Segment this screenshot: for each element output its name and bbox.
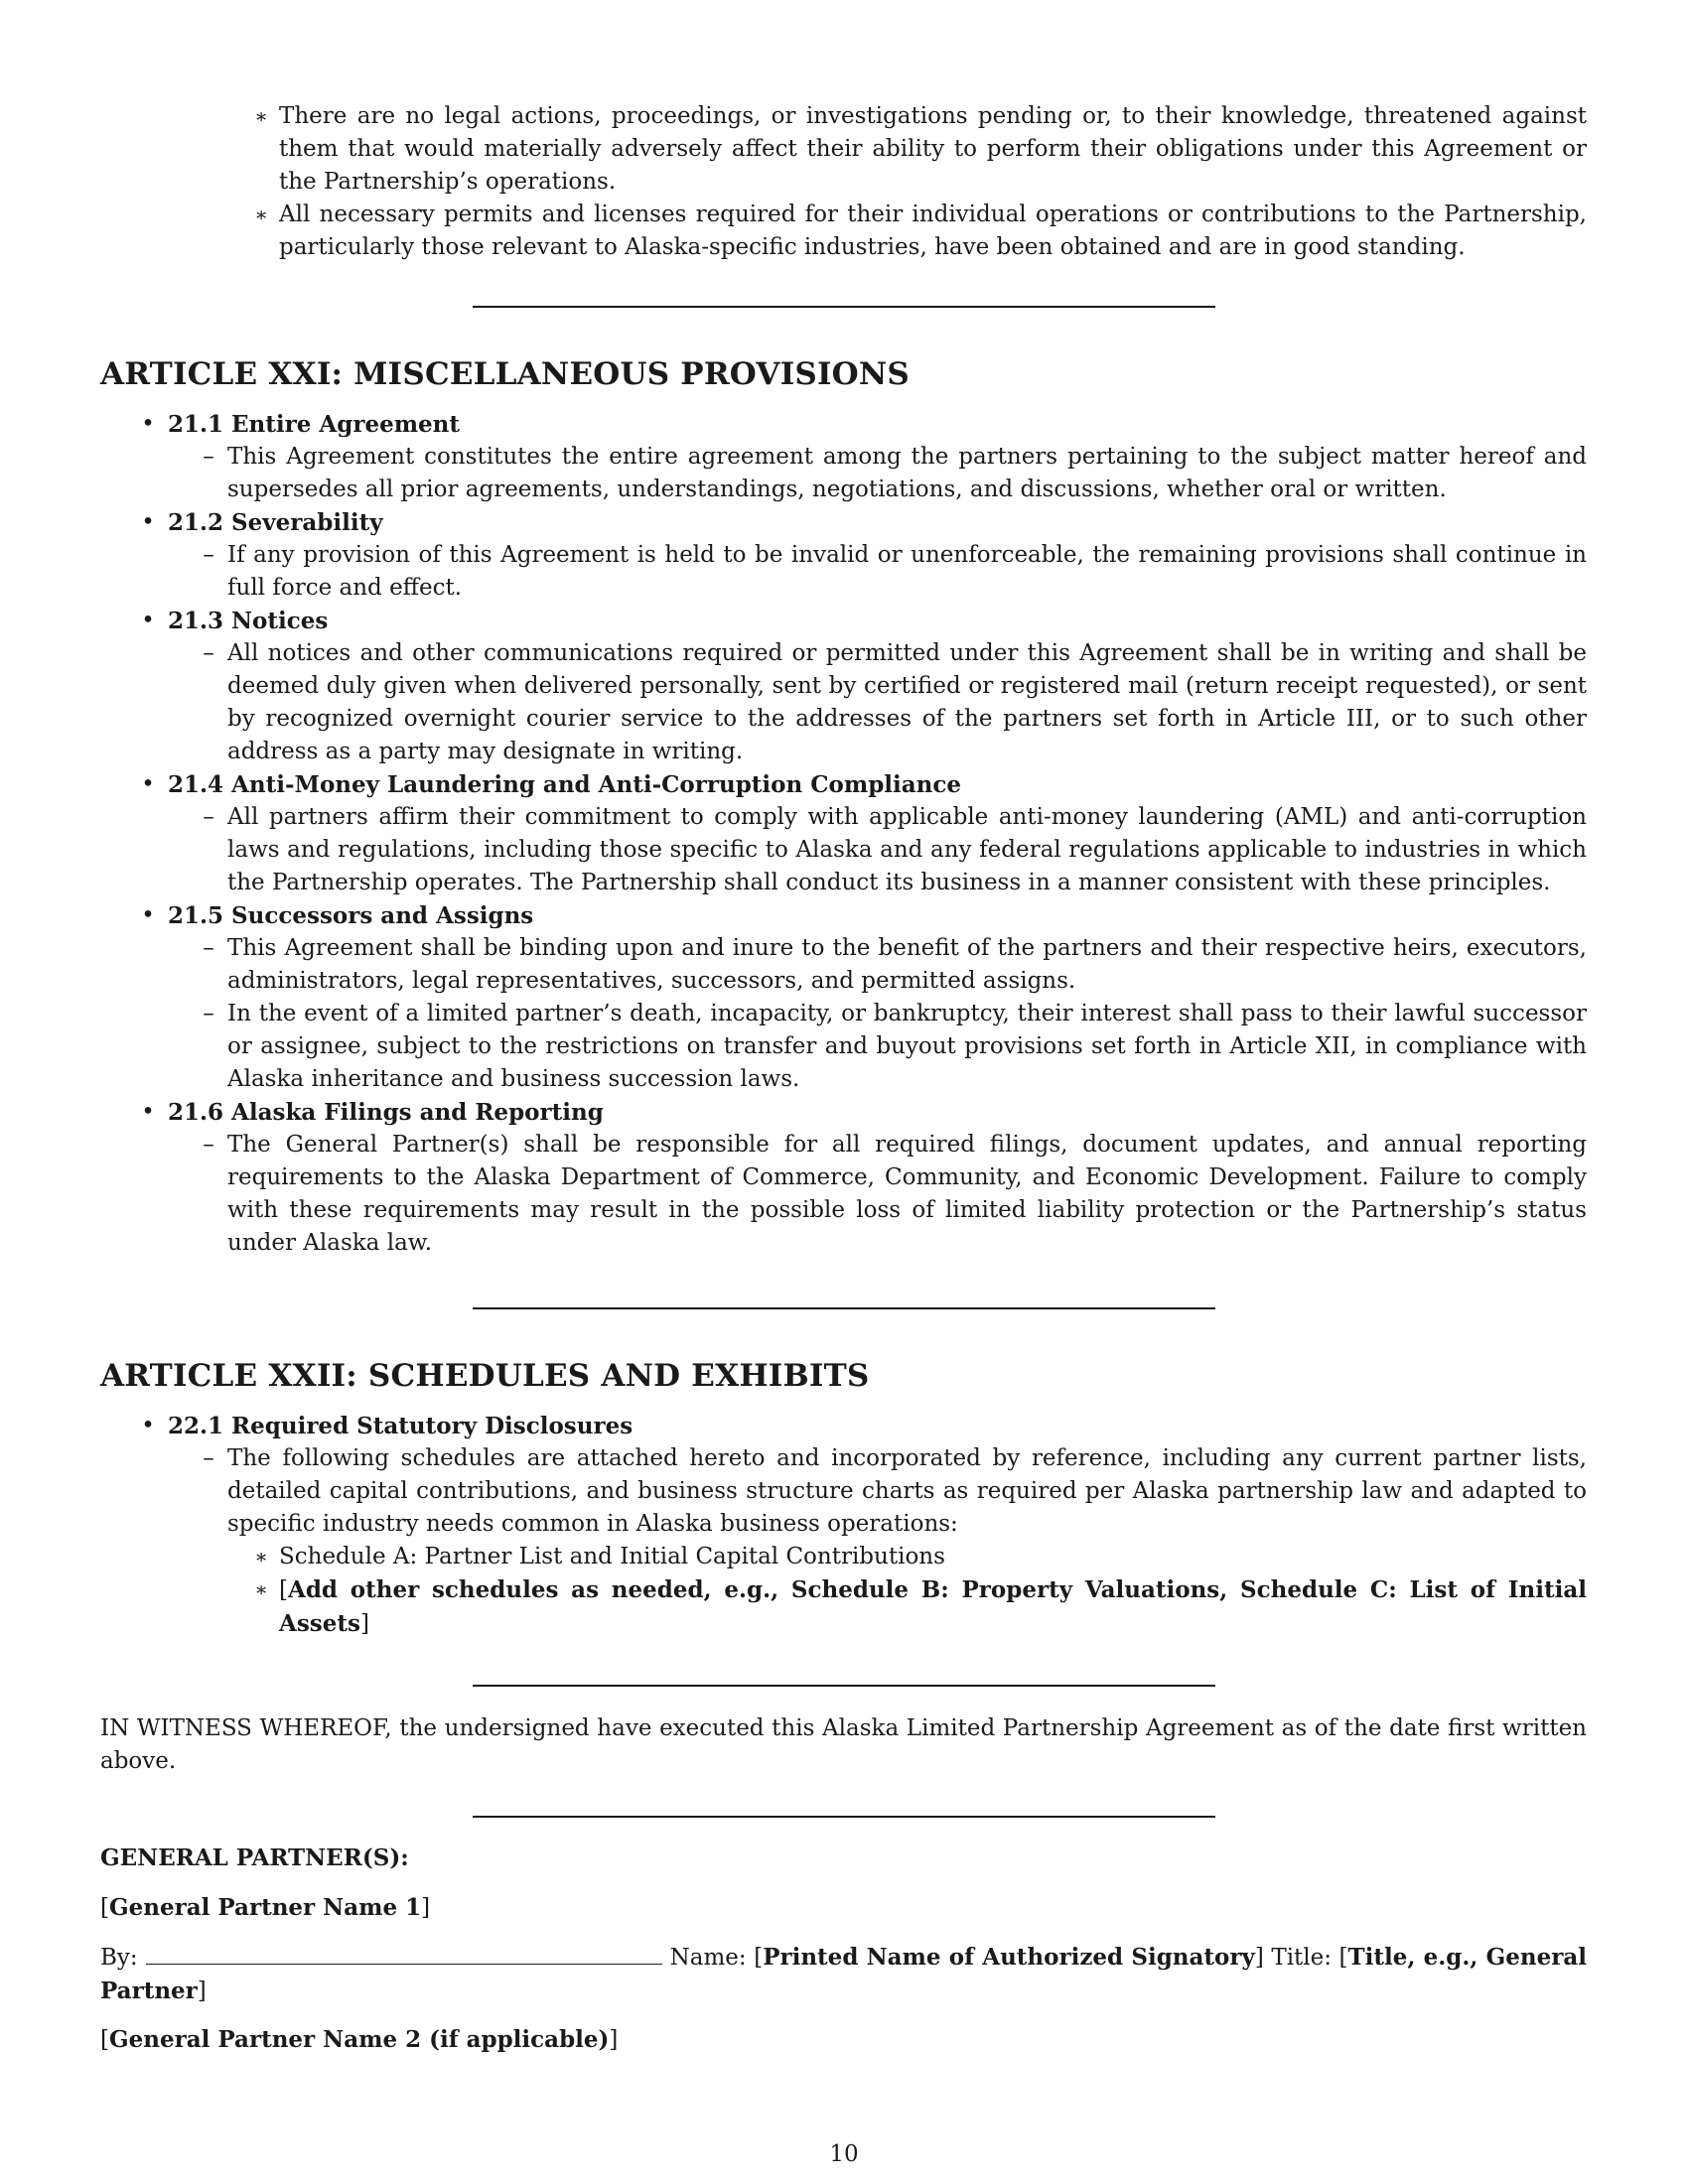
bullet-icon: • [141, 771, 155, 797]
dash-icon: – [203, 804, 214, 830]
dash-icon: – [203, 1445, 214, 1471]
list-item: – This Agreement shall be binding upon and inure to the benefit of the partners and their respective heirs, executors, administrators, legal representatives, successors, and permitted assigns. [100, 932, 1587, 998]
bullet-icon: • [141, 902, 155, 928]
article-21-heading: ARTICLE XXI: MISCELLANEOUS PROVISIONS [100, 356, 911, 392]
dash-icon: – [203, 444, 214, 470]
asterisk-icon: ∗ [254, 203, 268, 226]
article-21-body [100, 408, 1587, 1260]
section-21-1-title: • 21.1 Entire Agreement [100, 408, 1587, 441]
section-divider [473, 1307, 1215, 1309]
list-item: – All partners affirm their commitment to comply with applicable anti-money laundering (AML) and anti-corruption laws and regulations, including those specific to Alaska and any federal regulations applicable to industries in which the Partnership operates. The Partnership shall conduct its business in a manner consistent with these principles. [100, 801, 1587, 899]
asterisk-icon: ∗ [254, 104, 268, 128]
section-divider [473, 306, 1215, 308]
section-21-6-title: • 21.6 Alaska Filings and Reporting [100, 1096, 1587, 1129]
list-item: – All notices and other communications required or permitted under this Agreement shall be in writing and shall be deemed duly given when delivered personally, sent by certified or registered mail (return receipt requested), or sent by recognized overnight courier service to the addresses of the partners set forth in Article III, or to such other address as a party may designate in writing. [100, 637, 1587, 768]
list-item: ∗ There are no legal actions, proceedings, or investigations pending or, to their knowledge, threatened against them that would materially adversely affect their ability to perform their obligations under this Agreement or the Partnership’s operations. [100, 100, 1587, 199]
bullet-icon: • [141, 608, 155, 633]
asterisk-icon: ∗ [254, 1577, 268, 1601]
section-divider [473, 1685, 1215, 1687]
page-number: 10 [829, 2141, 859, 2167]
witness-paragraph: IN WITNESS WHEREOF, the undersigned have executed this Alaska Limited Partnership Agreement as of the date first written above. [100, 1715, 1587, 1774]
list-item: – The following schedules are attached hereto and incorporated by reference, including any current partner lists, detailed capital contributions, and business structure charts as required per Alaska partnership law and adapted to specific industry needs common in Alaska business operations: [100, 1442, 1587, 1541]
bullet-icon: • [141, 1099, 155, 1125]
dash-icon: – [203, 935, 214, 961]
section-divider [473, 1816, 1215, 1818]
schedule-item: ∗ Schedule A: Partner List and Initial Capital Contributions [100, 1541, 1587, 1573]
bullet-icon: • [141, 411, 155, 437]
section-22-1-title: • 22.1 Required Statutory Disclosures [100, 1410, 1587, 1442]
general-partners-heading: GENERAL PARTNER(S): [100, 1844, 409, 1871]
article-22-body [100, 1410, 1587, 1641]
dash-icon: – [203, 640, 214, 666]
dash-icon: – [203, 1001, 214, 1026]
list-item: – The General Partner(s) shall be responsible for all required filings, document updates, and annual reporting requirements to the Alaska Department of Commerce, Community, and Economic Development. Failure to comply with these requirements may result in the possible loss of limited liability protection or the Partnership’s status under Alaska law. [100, 1129, 1587, 1260]
asterisk-icon: ∗ [254, 1545, 268, 1569]
section-21-2-title: • 21.2 Severability [100, 506, 1587, 539]
schedule-item: ∗ [Add other schedules as needed, e.g., Schedule B: Property Valuations, Schedule C: List of Initial Assets] [100, 1573, 1587, 1641]
signature-line: By: Name: [Printed Name of Authorized Signatory] Title: [Title, e.g., General Partner] [100, 1944, 1587, 2004]
dash-icon: – [203, 1132, 214, 1158]
section-21-3-title: • 21.3 Notices [100, 605, 1587, 637]
list-item: ∗ All necessary permits and licenses required for their individual operations or contributions to the Partnership, particularly those relevant to Alaska-specific industries, have been obtained and are in good standing. [100, 199, 1587, 264]
bullet-icon: • [141, 1413, 155, 1438]
list-item: – In the event of a limited partner’s death, incapacity, or bankruptcy, their interest shall pass to their lawful successor or assignee, subject to the restrictions on transfer and buyout provisions set forth in Article XII, in compliance with Alaska inheritance and business succession laws. [100, 998, 1587, 1096]
section-21-4-title: • 21.4 Anti-Money Laundering and Anti-Corruption Compliance [100, 768, 1587, 801]
general-partner-2: [General Partner Name 2 (if applicable)] [100, 2026, 619, 2053]
article-22-heading: ARTICLE XXII: SCHEDULES AND EXHIBITS [100, 1358, 870, 1394]
section-21-5-title: • 21.5 Successors and Assigns [100, 899, 1587, 932]
signature-field[interactable] [146, 1942, 662, 1965]
dash-icon: – [203, 542, 214, 568]
general-partner-1: [General Partner Name 1] [100, 1894, 431, 1921]
continued-list [100, 100, 1587, 264]
bullet-icon: • [141, 509, 155, 535]
list-item: – This Agreement constitutes the entire agreement among the partners pertaining to the subject matter hereof and supersedes all prior agreements, understandings, negotiations, and discussions, whether oral or written. [100, 441, 1587, 506]
list-item: – If any provision of this Agreement is held to be invalid or unenforceable, the remaining provisions shall continue in full force and effect. [100, 539, 1587, 605]
